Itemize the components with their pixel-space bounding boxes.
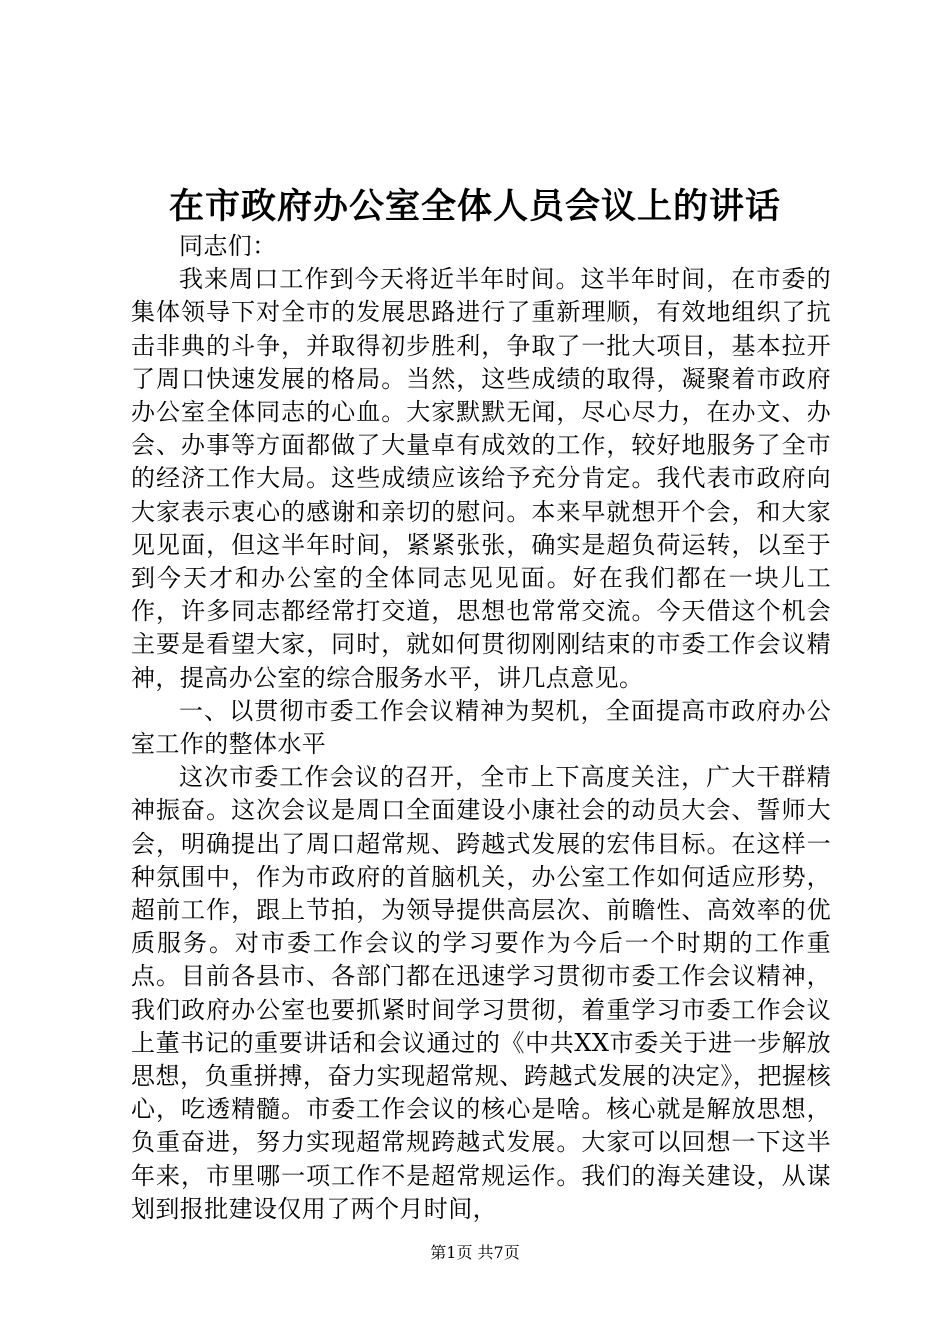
page-footer: 第1页 共7页	[430, 1243, 520, 1262]
section-heading-1: 一、以贯彻市委工作会议精神为契机，全面提高市政府办公室工作的整体水平	[131, 696, 831, 759]
salutation: 同志们：	[179, 232, 277, 260]
document-body	[131, 230, 831, 1226]
document-title: 在市政府办公室全体人员会议上的讲话	[168, 186, 781, 227]
paragraph-2: 这次市委工作会议的召开，全市上下高度关注，广大干群精神振奋。这次会议是周口全面建设小康社会的动员大会、誓师大会，明确提出了周口超常规、跨越式发展的宏伟目标。在这样一种氛围中，作为市政府的首脑机关，办公室工作如何适应形势，超前工作，跟上节拍，为领导提供高层次、前瞻性、高效率的优质服务。对市委工作会议的学习要作为今后一个时期的工作重点。目前各县市、各部门都在迅速学习贯彻市委工作会议精神，我们政府办公室也要抓紧时间学习贯彻，着重学习市委工作会议上董书记的重要讲话和会议通过的《中共XX市委关于进一步解放思想，负重拼搏，奋力实现超常规、跨越式发展的决定》，把握核心，吃透精髓。市委工作会议的核心是啥。核心就是解放思想，负重奋进，努力实现超常规跨越式发展。大家可以回想一下这半年来，市里哪一项工作不是超常规运作。我们的海关建设，从谋划到报批建设仅用了两个月时间，	[131, 763, 831, 1223]
paragraph-1: 我来周口工作到今天将近半年时间。这半年时间，在市委的集体领导下对全市的发展思路进行了重新理顺，有效地组织了抗击非典的斗争，并取得初步胜利，争取了一批大项目，基本拉开了周口快速发展的格局。当然，这些成绩的取得，凝聚着市政府办公室全体同志的心血。大家默默无闻，尽心尽力，在办文、办会、办事等方面都做了大量卓有成效的工作，较好地服务了全市的经济工作大局。这些成绩应该给予充分肯定。我代表市政府向大家表示衷心的感谢和亲切的慰问。本来早就想开个会，和大家见见面，但这半年时间，紧紧张张，确实是超负荷运转，以至于到今天才和办公室的全体同志见见面。好在我们都在一块儿工作，许多同志都经常打交道，思想也常常交流。今天借这个机会主要是看望大家，同时，就如何贯彻刚刚结束的市委工作会议精神，提高办公室的综合服务水平，讲几点意见。	[131, 265, 831, 692]
